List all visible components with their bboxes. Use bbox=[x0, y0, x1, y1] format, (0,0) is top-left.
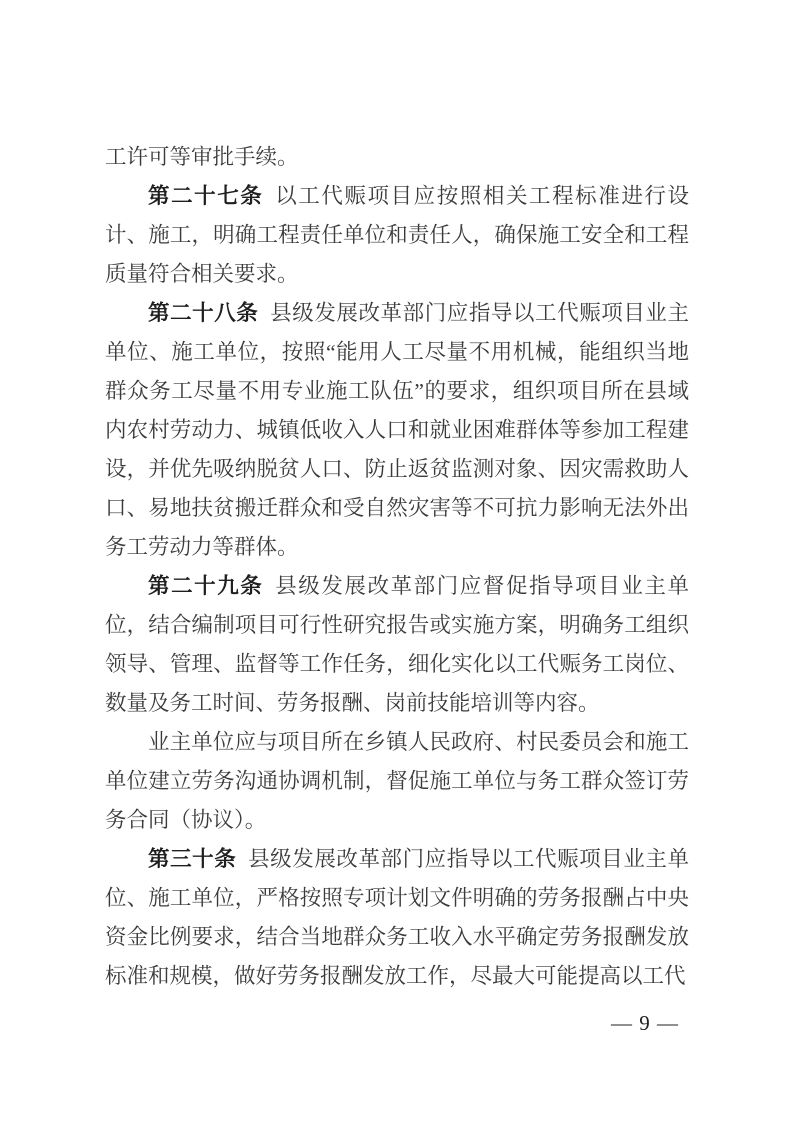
paragraph-article-28 bbox=[105, 294, 689, 567]
paragraph-text: 县级发展改革部门应指导以工代赈项目业主单位、施工单位，严格按照专项计划文件明确的劳务报酬占中央资金比例要求，结合当地群众务工收入水平确定劳务报酬发放标准和规模，做好劳务报酬发放工作，尽最大可能提高以工代 bbox=[105, 847, 689, 988]
paragraph-continuation bbox=[105, 138, 689, 177]
document-body bbox=[105, 138, 689, 996]
article-28-heading: 第二十八条 bbox=[148, 301, 259, 325]
paragraph-text: 县级发展改革部门应督促指导项目业主单位，结合编制项目可行性研究报告或实施方案，明确务工组织领导、管理、监督等工作任务，细化实化以工代赈务工岗位、数量及务工时间、劳务报酬、岗前技能培训等内容。 bbox=[105, 574, 689, 715]
page-number: — 9 — bbox=[611, 1011, 679, 1035]
paragraph-article-29 bbox=[105, 567, 689, 723]
article-29-heading: 第二十九条 bbox=[148, 574, 264, 598]
paragraph-article-27 bbox=[105, 177, 689, 294]
article-30-heading: 第三十条 bbox=[148, 847, 237, 871]
paragraph-text: 工许可等审批手续。 bbox=[105, 145, 299, 169]
paragraph-owner-unit bbox=[105, 723, 689, 840]
paragraph-text: 县级发展改革部门应指导以工代赈项目业主单位、施工单位，按照“能用人工尽量不用机械，能组织当地群众务工尽量不用专业施工队伍”的要求，组织项目所在县域内农村劳动力、城镇低收入人口和就业困难群体等参加工程建设，并优先吸纳脱贫人口、防止返贫监测对象、因灾需救助人口、易地扶贫搬迁群众和受自然灾害等不可抗力影响无法外出务工劳动力等群体。 bbox=[105, 301, 689, 559]
paragraph-text: 以工代赈项目应按照相关工程标准进行设计、施工，明确工程责任单位和责任人，确保施工安全和工程质量符合相关要求。 bbox=[105, 184, 689, 286]
paragraph-text: 业主单位应与项目所在乡镇人民政府、村民委员会和施工单位建立劳务沟通协调机制，督促施工单位与务工群众签订劳务合同（协议）。 bbox=[105, 730, 689, 832]
paragraph-article-30 bbox=[105, 840, 689, 996]
article-27-heading: 第二十七条 bbox=[148, 184, 264, 208]
